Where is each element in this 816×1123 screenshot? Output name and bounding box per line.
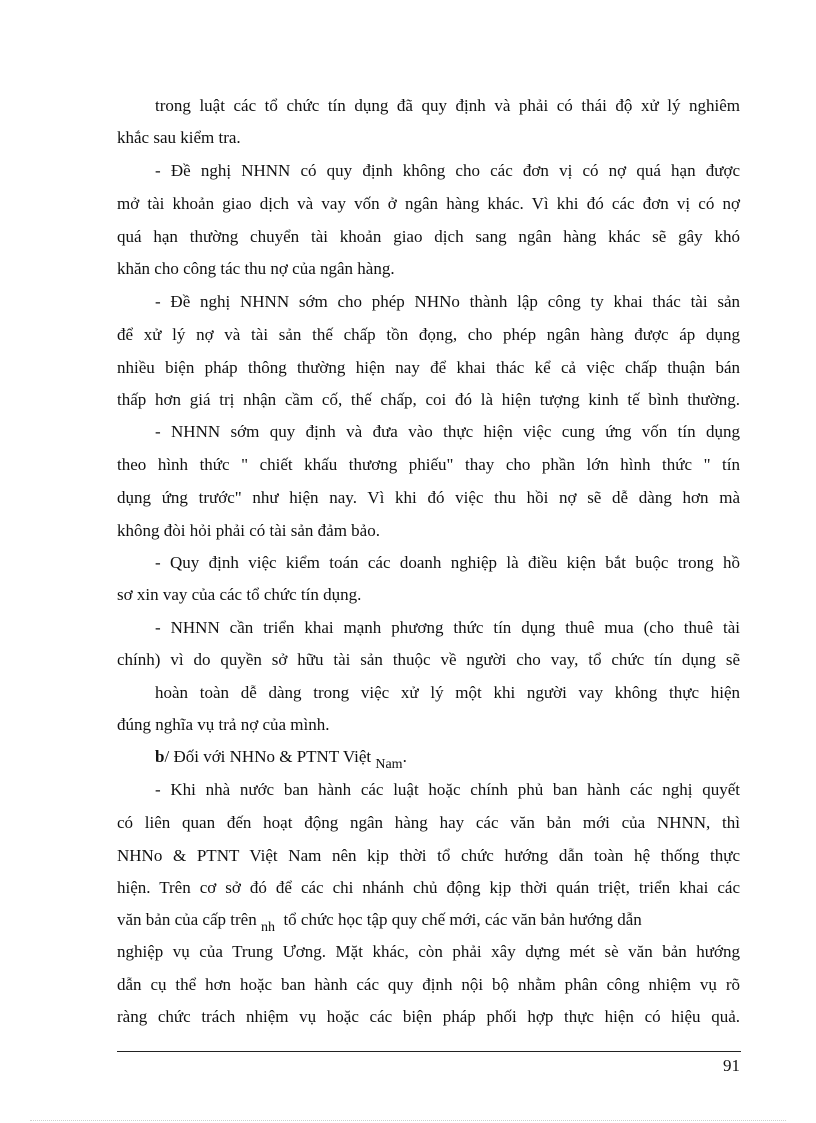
paragraph-line: quá hạn thường chuyển tài khoản giao dịch sang ngân hàng khác sẽ gây khó xyxy=(117,227,740,246)
section-marker: b xyxy=(155,747,165,766)
paragraph-line: mở tài khoản giao dịch và vay vốn ở ngân hàng khác. Vì khi đó các đơn vị có nợ xyxy=(117,194,740,213)
paragraph-line: để xử lý nợ và tài sản thế chấp tồn đọng, cho phép ngân hàng được áp dụng xyxy=(117,325,740,344)
paragraph-line: - Quy định việc kiểm toán các doanh nghiệp là điều kiện bắt buộc trong hồ xyxy=(155,553,740,572)
paragraph-line: - Đề nghị NHNN có quy định không cho các đơn vị có nợ quá hạn được xyxy=(155,161,740,180)
line-segment: văn bản của cấp trên xyxy=(117,910,261,929)
section-title-subscript: Nam xyxy=(375,757,403,772)
paragraph-line: khăn cho công tác thu nợ của ngân hàng. xyxy=(117,259,395,278)
paragraph-line: NHNo & PTNT Việt Nam nên kịp thời tổ chức hướng dẫn toàn hệ thống thực xyxy=(117,846,740,865)
paragraph-line: - NHNN cần triển khai mạnh phương thức tín dụng thuê mua (cho thuê tài xyxy=(155,618,740,637)
paragraph-line: chính) vì do quyền sở hữu tài sản thuộc về người cho vay, tổ chức tín dụng sẽ xyxy=(117,650,740,669)
section-title: / Đối với NHNo & PTNT Việt xyxy=(164,747,376,766)
paragraph-line: đúng nghĩa vụ trả nợ của mình. xyxy=(117,715,330,734)
section-heading xyxy=(155,746,407,770)
paragraph-line: - Khi nhà nước ban hành các luật hoặc chính phủ ban hành các nghị quyết xyxy=(155,780,740,799)
section-title-end: . xyxy=(402,747,407,766)
paragraph-line: hiện. Trên cơ sở đó để các chi nhánh chủ động kịp thời quán triệt, triển khai các xyxy=(117,878,740,897)
paragraph-line: dẫn cụ thể hơn hoặc ban hành các quy định nội bộ nhằm phân công nhiệm vụ rõ xyxy=(117,975,740,994)
footer-rule xyxy=(117,1051,741,1052)
paragraph-line: dụng ứng trước" như hiện nay. Vì khi đó việc thu hồi nợ sẽ dễ dàng hơn mà xyxy=(117,488,740,507)
paragraph-line: có liên quan đến hoạt động ngân hàng hay các văn bản mới của NHNN, thì xyxy=(117,813,740,832)
paragraph-line: - NHNN sớm quy định và đưa vào thực hiện việc cung ứng vốn tín dụng xyxy=(155,422,740,441)
paragraph-line: nghiệp vụ của Trung Ương. Mặt khác, còn phải xây dựng mét sè văn bản hướng xyxy=(117,942,740,961)
paragraph-line: hoàn toàn dễ dàng trong việc xử lý một khi người vay không thực hiện xyxy=(155,683,740,702)
paragraph-line: - Đề nghị NHNN sớm cho phép NHNo thành lập công ty khai thác tài sản xyxy=(155,292,740,311)
paragraph-line xyxy=(117,909,740,933)
paragraph-line: thấp hơn giá trị nhận cầm cố, thế chấp, coi đó là hiện tượng kinh tế bình thường. xyxy=(117,390,740,409)
paragraph-line: khắc sau kiểm tra. xyxy=(117,128,241,147)
paragraph-line: ràng chức trách nhiệm vụ hoặc các biện pháp phối hợp thực hiện có hiệu quả. xyxy=(117,1007,740,1026)
paragraph-line: nhiều biện pháp thông thường hiện nay để khai thác kể cả việc chấp thuận bán xyxy=(117,358,740,377)
line-subscript: nh xyxy=(260,920,275,935)
paragraph-line: không đòi hỏi phải có tài sản đảm bảo. xyxy=(117,521,380,540)
page-edge-divider xyxy=(30,1120,786,1121)
line-segment: tổ chức học tập quy chế mới, các văn bản hướng dẫn xyxy=(274,910,642,929)
page-number: 91 xyxy=(723,1056,740,1075)
paragraph-line: sơ xin vay của các tổ chức tín dụng. xyxy=(117,585,362,604)
paragraph-line: theo hình thức " chiết khấu thương phiếu" thay cho phần lớn hình thức " tín xyxy=(117,455,740,474)
paragraph-line: trong luật các tổ chức tín dụng đã quy định và phải có thái độ xử lý nghiêm xyxy=(155,96,740,115)
